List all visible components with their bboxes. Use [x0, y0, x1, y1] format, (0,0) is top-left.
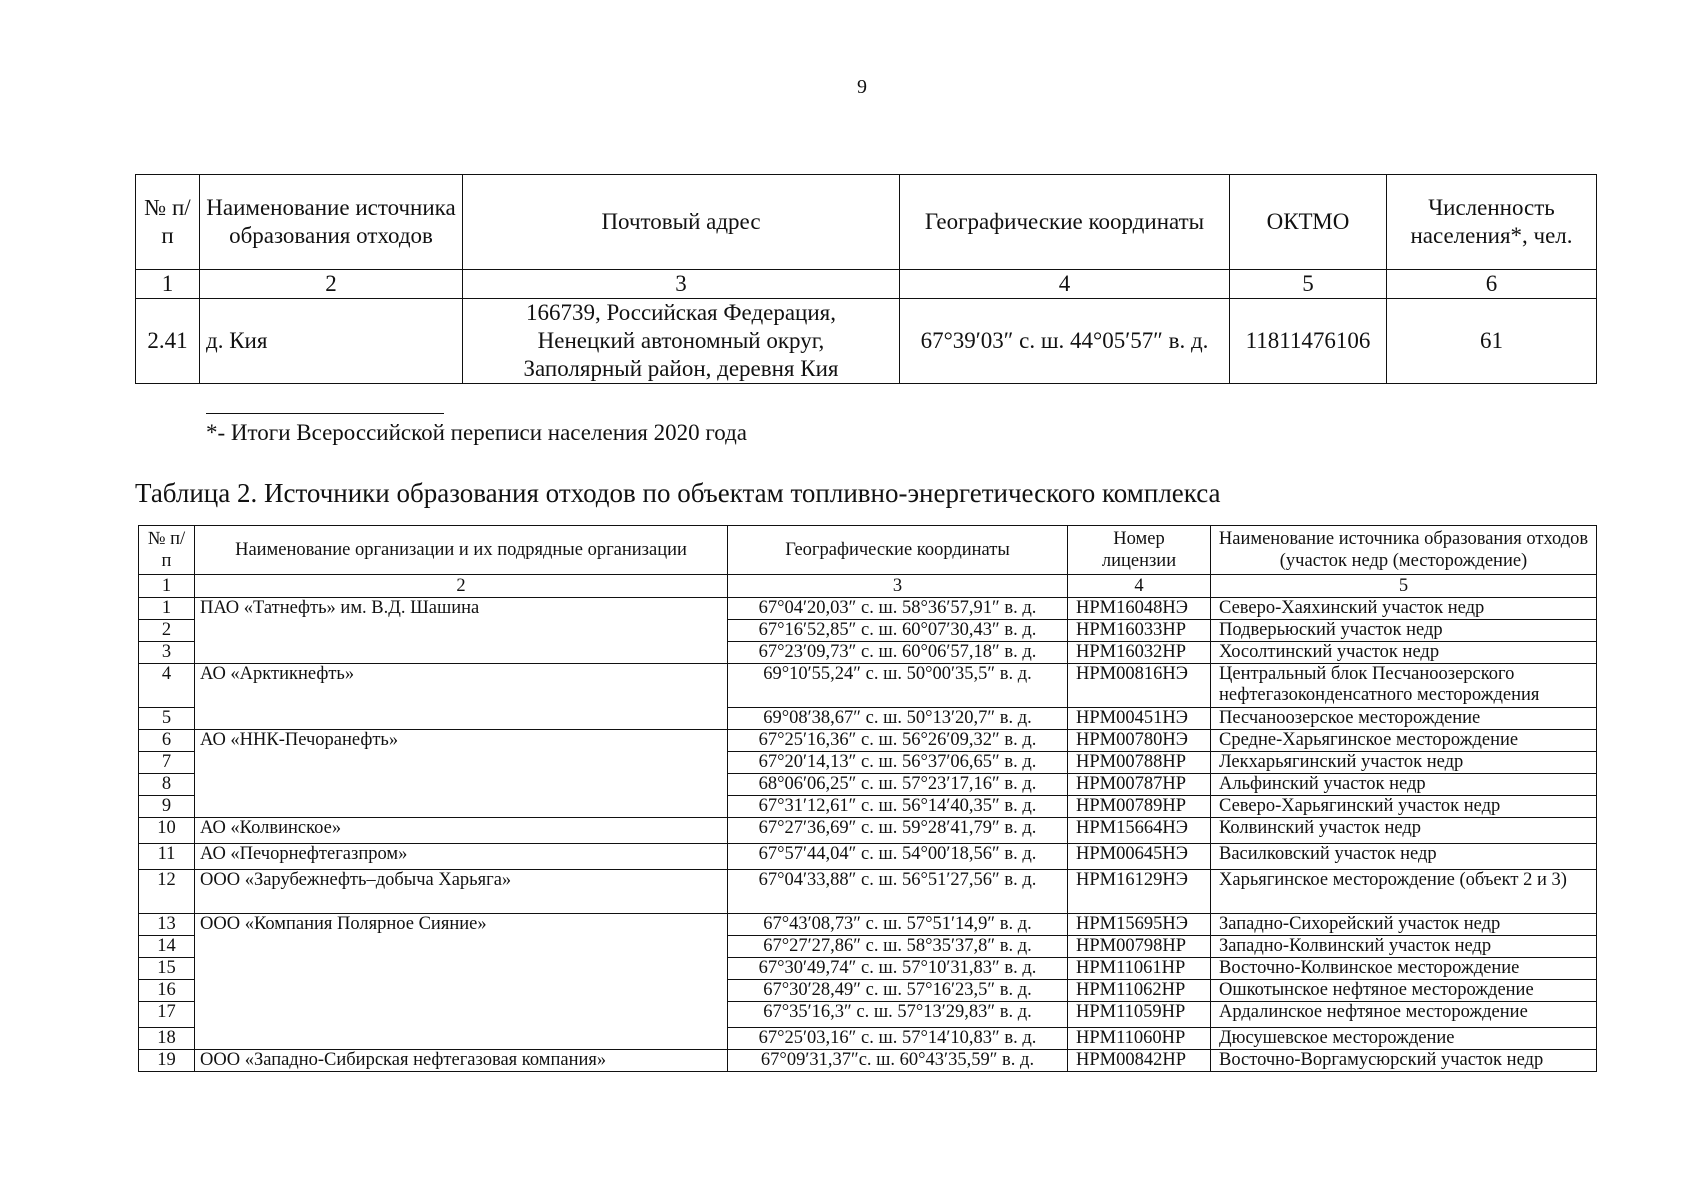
- row-num: 13: [139, 914, 195, 936]
- row-num: 3: [139, 642, 195, 664]
- geo-coords: 67°31′12,61″ с. ш. 56°14′40,35″ в. д.: [728, 796, 1068, 818]
- geo-coords: 67°30′49,74″ с. ш. 57°10′31,83″ в. д.: [728, 958, 1068, 980]
- waste-source: Хосолтинский участок недр: [1211, 642, 1597, 664]
- row-num: 7: [139, 752, 195, 774]
- column-number: 3: [728, 575, 1068, 598]
- table-row: [139, 730, 1597, 752]
- row-num: 6: [139, 730, 195, 752]
- license-number: НРМ16032НР: [1068, 642, 1211, 664]
- row-num: 8: [139, 774, 195, 796]
- organization-name: АО «Колвинское»: [195, 818, 728, 844]
- row-num: 4: [139, 664, 195, 708]
- address-line: 166739, Российская Федерация,: [525, 300, 837, 325]
- geo-coords: 67°04′20,03″ с. ш. 58°36′57,91″ в. д.: [728, 598, 1068, 620]
- waste-source: Ардалинское нефтяное месторождение: [1211, 1002, 1597, 1028]
- license-number: НРМ11060НР: [1068, 1028, 1211, 1050]
- waste-source: Лекхарьягинский участок недр: [1211, 752, 1597, 774]
- license-number: НРМ15664НЭ: [1068, 818, 1211, 844]
- waste-source: Колвинский участок недр: [1211, 818, 1597, 844]
- geo-coords: 67°20′14,13″ с. ш. 56°37′06,65″ в. д.: [728, 752, 1068, 774]
- header-organization: Наименование организации и их подрядные организации: [195, 526, 728, 575]
- geo-coords: 67°43′08,73″ с. ш. 57°51′14,9″ в. д.: [728, 914, 1068, 936]
- waste-source: Песчаноозерское месторождение: [1211, 708, 1597, 730]
- table-row: [139, 598, 1597, 620]
- waste-source: Подверьюский участок недр: [1211, 620, 1597, 642]
- row-num: 15: [139, 958, 195, 980]
- header-source-name: Наименование источника образования отходов: [200, 175, 463, 270]
- source-name: д. Кия: [200, 299, 463, 384]
- waste-source: Восточно-Колвинское месторождение: [1211, 958, 1597, 980]
- license-number: НРМ11061НР: [1068, 958, 1211, 980]
- header-num: № п/п: [136, 175, 200, 270]
- footnote-divider: [206, 413, 444, 414]
- column-number: 4: [900, 270, 1230, 299]
- row-num: 9: [139, 796, 195, 818]
- waste-source: Василковский участок недр: [1211, 844, 1597, 870]
- waste-source: Ошкотынское нефтяное месторождение: [1211, 980, 1597, 1002]
- waste-source: Средне-Харьягинское месторождение: [1211, 730, 1597, 752]
- waste-source: Западно-Колвинский участок недр: [1211, 936, 1597, 958]
- table-row: [139, 844, 1597, 870]
- column-number: 1: [136, 270, 200, 299]
- geo-coords: 67°16′52,85″ с. ш. 60°07′30,43″ в. д.: [728, 620, 1068, 642]
- license-number: НРМ15695НЭ: [1068, 914, 1211, 936]
- row-num: 12: [139, 870, 195, 914]
- geo-coords: 67°23′09,73″ с. ш. 60°06′57,18″ в. д.: [728, 642, 1068, 664]
- page-number: 9: [857, 76, 867, 98]
- header-coords: Географические координаты: [900, 175, 1230, 270]
- geo-coords: 67°27′36,69″ с. ш. 59°28′41,79″ в. д.: [728, 818, 1068, 844]
- license-number: НРМ11059НР: [1068, 1002, 1211, 1028]
- table-row: [139, 664, 1597, 708]
- license-number: НРМ11062НР: [1068, 980, 1211, 1002]
- license-number: НРМ16033НР: [1068, 620, 1211, 642]
- column-number: 2: [195, 575, 728, 598]
- address-line: Ненецкий автономный округ,: [537, 328, 825, 353]
- row-num: 14: [139, 936, 195, 958]
- row-num: 2.41: [136, 299, 200, 384]
- license-number: НРМ16129НЭ: [1068, 870, 1211, 914]
- license-number: НРМ00451НЭ: [1068, 708, 1211, 730]
- header-source: Наименование источника образования отходов (участок недр (месторождение): [1211, 526, 1597, 575]
- footnote: *- Итоги Всероссийской переписи населения 2020 года: [206, 420, 747, 445]
- header-license: Номер лицензии: [1068, 526, 1211, 575]
- header-num: № п/п: [139, 526, 195, 575]
- row-num: 18: [139, 1028, 195, 1050]
- geo-coords: 67°35′16,3″ с. ш. 57°13′29,83″ в. д.: [728, 1002, 1068, 1028]
- postal-address: [463, 299, 900, 384]
- row-num: 5: [139, 708, 195, 730]
- waste-source: Западно-Сихорейский участок недр: [1211, 914, 1597, 936]
- settlement-table: [135, 174, 1597, 384]
- column-number: 6: [1387, 270, 1597, 299]
- license-number: НРМ00787НР: [1068, 774, 1211, 796]
- license-number: НРМ00645НЭ: [1068, 844, 1211, 870]
- waste-source: Северо-Харьягинский участок недр: [1211, 796, 1597, 818]
- row-num: 16: [139, 980, 195, 1002]
- geo-coords: 69°08′38,67″ с. ш. 50°13′20,7″ в. д.: [728, 708, 1068, 730]
- organization-name: ООО «Компания Полярное Сияние»: [195, 914, 728, 1050]
- geo-coords: 67°09′31,37″с. ш. 60°43′35,59″ в. д.: [728, 1050, 1068, 1072]
- row-num: 17: [139, 1002, 195, 1028]
- geo-coords: 69°10′55,24″ с. ш. 50°00′35,5″ в. д.: [728, 664, 1068, 708]
- organization-name: АО «Печорнефтегазпром»: [195, 844, 728, 870]
- organization-name: АО «Арктикнефть»: [195, 664, 728, 730]
- waste-source: Центральный блок Песчаноозерского нефтегазоконденсатного месторождения: [1211, 664, 1597, 708]
- column-number: 3: [463, 270, 900, 299]
- table-row: [139, 914, 1597, 936]
- address-line: Заполярный район, деревня Кия: [523, 356, 839, 381]
- header-oktmo: ОКТМО: [1230, 175, 1387, 270]
- population: 61: [1387, 299, 1597, 384]
- waste-source: Восточно-Воргамусюрский участок недр: [1211, 1050, 1597, 1072]
- organization-name: АО «ННК-Печоранефть»: [195, 730, 728, 818]
- header-population: Численность населения*, чел.: [1387, 175, 1597, 270]
- organization-name: ООО «Западно-Сибирская нефтегазовая компания»: [195, 1050, 728, 1072]
- organization-name: ПАО «Татнефть» им. В.Д. Шашина: [195, 598, 728, 664]
- license-number: НРМ00789НР: [1068, 796, 1211, 818]
- row-num: 1: [139, 598, 195, 620]
- fuel-energy-sources-table: [138, 525, 1597, 1072]
- waste-source: Северо-Хаяхинский участок недр: [1211, 598, 1597, 620]
- license-number: НРМ00788НР: [1068, 752, 1211, 774]
- column-number: 2: [200, 270, 463, 299]
- geo-coords: 67°57′44,04″ с. ш. 54°00′18,56″ в. д.: [728, 844, 1068, 870]
- waste-source: Альфинский участок недр: [1211, 774, 1597, 796]
- geo-coords: 67°39′03″ с. ш. 44°05′57″ в. д.: [900, 299, 1230, 384]
- geo-coords: 67°25′16,36″ с. ш. 56°26′09,32″ в. д.: [728, 730, 1068, 752]
- geo-coords: 68°06′06,25″ с. ш. 57°23′17,16″ в. д.: [728, 774, 1068, 796]
- row-num: 2: [139, 620, 195, 642]
- license-number: НРМ00798НР: [1068, 936, 1211, 958]
- waste-source: Дюсушевское месторождение: [1211, 1028, 1597, 1050]
- license-number: НРМ00780НЭ: [1068, 730, 1211, 752]
- header-address: Почтовый адрес: [463, 175, 900, 270]
- organization-name: ООО «Зарубежнефть–добыча Харьяга»: [195, 870, 728, 914]
- row-num: 11: [139, 844, 195, 870]
- license-number: НРМ00842НР: [1068, 1050, 1211, 1072]
- geo-coords: 67°27′27,86″ с. ш. 58°35′37,8″ в. д.: [728, 936, 1068, 958]
- column-number: 1: [139, 575, 195, 598]
- geo-coords: 67°30′28,49″ с. ш. 57°16′23,5″ в. д.: [728, 980, 1068, 1002]
- row-num: 19: [139, 1050, 195, 1072]
- table-row: [139, 870, 1597, 914]
- license-number: НРМ16048НЭ: [1068, 598, 1211, 620]
- table-row: [139, 818, 1597, 844]
- header-coords: Географические координаты: [728, 526, 1068, 575]
- waste-source: Харьягинское месторождение (объект 2 и 3): [1211, 870, 1597, 914]
- oktmo-code: 11811476106: [1230, 299, 1387, 384]
- column-number: 5: [1230, 270, 1387, 299]
- row-num: 10: [139, 818, 195, 844]
- license-number: НРМ00816НЭ: [1068, 664, 1211, 708]
- table2-title: Таблица 2. Источники образования отходов по объектам топливно-энергетического комплекса: [135, 478, 1221, 508]
- column-number: 4: [1068, 575, 1211, 598]
- table-row: [139, 1050, 1597, 1072]
- geo-coords: 67°04′33,88″ с. ш. 56°51′27,56″ в. д.: [728, 870, 1068, 914]
- geo-coords: 67°25′03,16″ с. ш. 57°14′10,83″ в. д.: [728, 1028, 1068, 1050]
- column-number: 5: [1211, 575, 1597, 598]
